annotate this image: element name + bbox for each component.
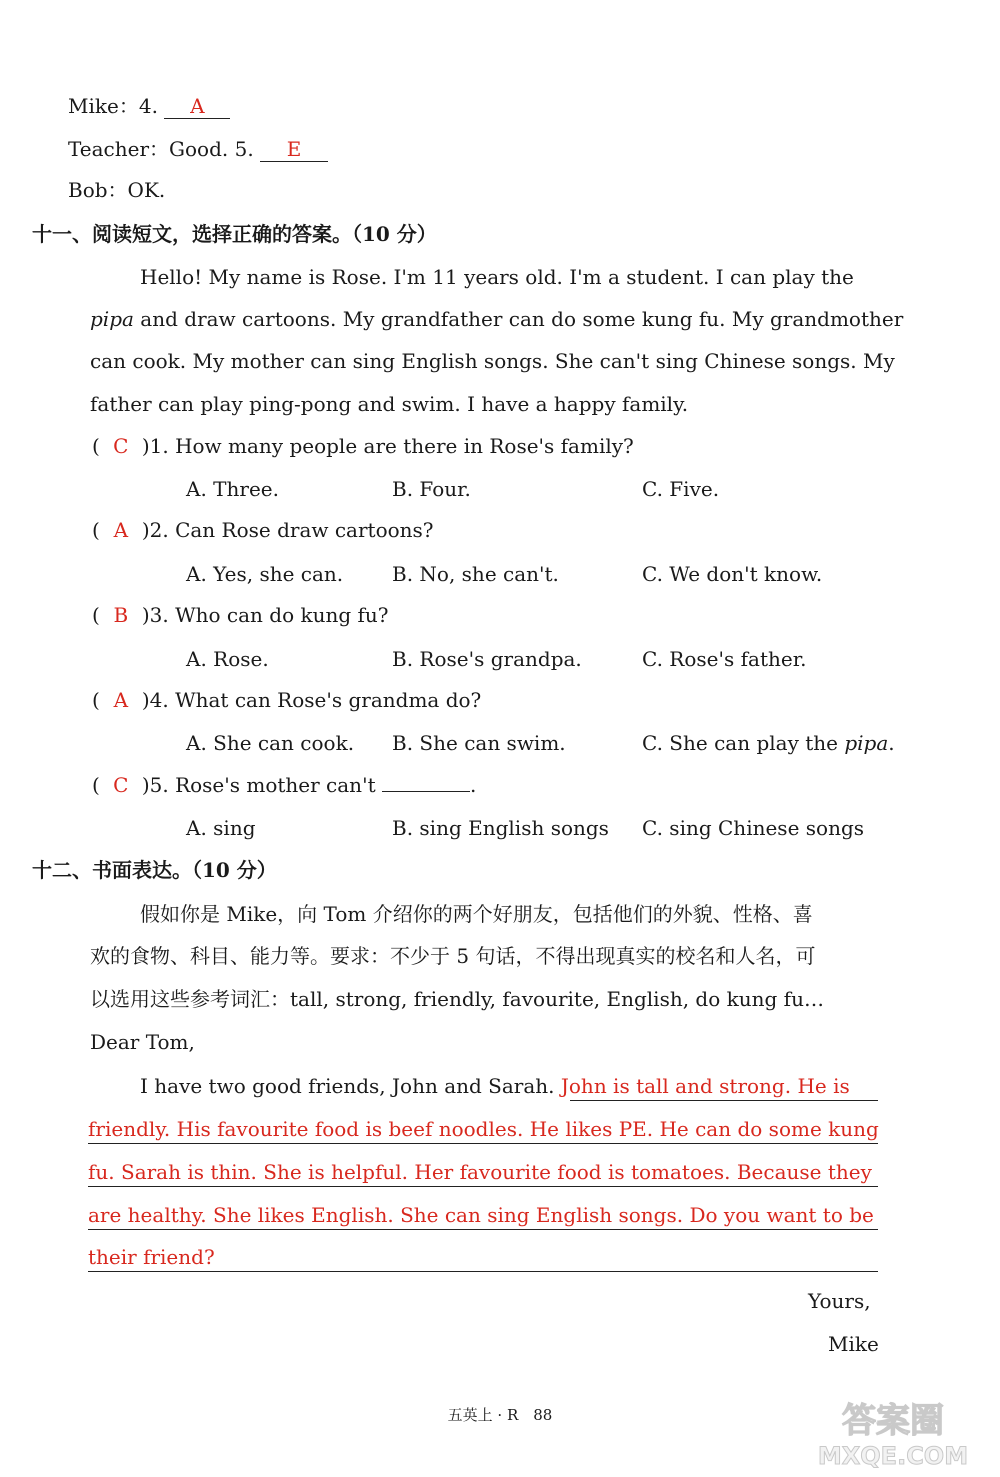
prompt-line-1: 假如你是 Mike，向 Tom 介绍你的两个好朋友，包括他们的外貌、性格、喜: [140, 902, 813, 926]
question-4: ( A )4. What can Rose's grandma do?: [92, 688, 482, 712]
question-answer: B: [113, 603, 129, 627]
dialogue-text: Good. 5.: [169, 137, 254, 161]
question-text: How many people are there in Rose's family?: [175, 434, 634, 458]
option-text: C. She can play the: [642, 731, 838, 755]
question-answer: A: [113, 518, 129, 542]
passage-italic-word: pipa: [90, 307, 134, 331]
letter-greeting: Dear Tom,: [90, 1030, 195, 1054]
speaker: Teacher: [68, 137, 150, 161]
option-b: B. She can swim.: [392, 731, 566, 755]
question-number: )3.: [141, 603, 169, 627]
option-b: B. Rose's grandpa.: [392, 647, 582, 671]
question-text: Who can do kung fu?: [175, 603, 389, 627]
option-a: A. Three.: [186, 477, 279, 501]
separator: ：: [118, 94, 139, 118]
section-11-title: 十一、阅读短文，选择正确的答案。（10 分）: [32, 222, 437, 246]
question-2: ( A )2. Can Rose draw cartoons?: [92, 518, 434, 542]
question-5: ( C )5. Rose's mother can't .: [92, 773, 477, 797]
option-c: [642, 733, 895, 753]
question-suffix: .: [469, 773, 477, 797]
dialogue-line-mike: [68, 96, 230, 119]
writing-line: [570, 1100, 878, 1101]
essay-line-5: their friend?: [88, 1245, 215, 1269]
passage-line-2: [90, 309, 903, 329]
answer-blank: A: [164, 96, 230, 119]
passage-line-3: can cook. My mother can sing English songs. She can't sing Chinese songs. My: [90, 349, 895, 373]
dialogue-text: OK.: [127, 178, 166, 202]
option-c: C. sing Chinese songs: [642, 816, 865, 840]
essay-line-3: fu. Sarah is thin. She is helpful. Her favourite food is tomatoes. Because they: [88, 1160, 872, 1184]
dialogue-line-teacher: [68, 139, 328, 162]
writing-line: [88, 1271, 878, 1272]
question-text: Can Rose draw cartoons?: [175, 518, 434, 542]
section-12-title: 十二、书面表达。（10 分）: [32, 858, 277, 882]
question-number: )5.: [141, 773, 169, 797]
option-italic-word: pipa: [844, 731, 889, 755]
option-c: C. Rose's father.: [642, 647, 807, 671]
option-c: C. Five.: [642, 477, 720, 501]
question-number: )2.: [141, 518, 169, 542]
answer-blank: [382, 789, 470, 792]
option-a: A. sing: [186, 816, 256, 840]
question-answer: A: [113, 688, 129, 712]
separator: ：: [149, 137, 170, 161]
option-b: B. Four.: [392, 477, 471, 501]
question-text: Rose's mother can't: [175, 773, 376, 797]
option-a: A. Rose.: [186, 647, 269, 671]
question-number: )1.: [141, 434, 169, 458]
essay-line-4: are healthy. She likes English. She can sing English songs. Do you want to be: [88, 1203, 874, 1227]
dialogue-line-bob: [68, 180, 165, 200]
page-footer: 五英上 · R 88: [447, 1406, 553, 1424]
essay-answer: John is tall and strong. He is: [560, 1074, 850, 1098]
passage-line-4: father can play ping-pong and swim. I have a happy family.: [90, 392, 689, 416]
separator: ：: [107, 178, 128, 202]
option-c: C. We don't know.: [642, 562, 823, 586]
watermark-logo: [808, 1390, 978, 1470]
answer-blank: E: [260, 139, 328, 162]
essay-line-1: [140, 1076, 850, 1096]
question-answer: C: [113, 773, 129, 797]
essay-line-2: friendly. His favourite food is beef noodles. He likes PE. He can do some kung: [88, 1117, 879, 1141]
speaker: Mike: [68, 94, 119, 118]
question-answer: C: [113, 434, 129, 458]
passage-line-1: Hello! My name is Rose. I'm 11 years old. I'm a student. I can play the: [140, 265, 854, 289]
question-text: What can Rose's grandma do?: [175, 688, 482, 712]
essay-opening: I have two good friends, John and Sarah.: [140, 1074, 555, 1098]
letter-closing: Yours,: [808, 1289, 871, 1313]
watermark-text: 答案圈: [842, 1401, 944, 1441]
option-suffix: .: [888, 731, 895, 755]
option-b: B. sing English songs: [392, 816, 609, 840]
option-a: A. She can cook.: [186, 731, 355, 755]
option-a: A. Yes, she can.: [186, 562, 344, 586]
prompt-line-2: 欢的食物、科目、能力等。要求：不少于 5 句话，不得出现真实的校名和人名，可: [90, 944, 816, 968]
letter-signature: Mike: [828, 1332, 879, 1356]
writing-line: [88, 1186, 878, 1187]
option-b: B. No, she can't.: [392, 562, 559, 586]
passage-text: and draw cartoons. My grandfather can do some kung fu. My grandmother: [140, 307, 904, 331]
dialogue-text: 4.: [138, 94, 158, 118]
question-3: ( B )3. Who can do kung fu?: [92, 603, 389, 627]
watermark-url: MXQE.COM: [817, 1442, 969, 1470]
question-number: )4.: [141, 688, 169, 712]
question-1: ( C )1. How many people are there in Rose's family?: [92, 434, 634, 458]
speaker: Bob: [68, 178, 108, 202]
prompt-line-3: 以选用这些参考词汇：tall, strong, friendly, favourite, English, do kung fu…: [90, 987, 824, 1011]
writing-line: [88, 1143, 878, 1144]
writing-line: [88, 1229, 878, 1230]
